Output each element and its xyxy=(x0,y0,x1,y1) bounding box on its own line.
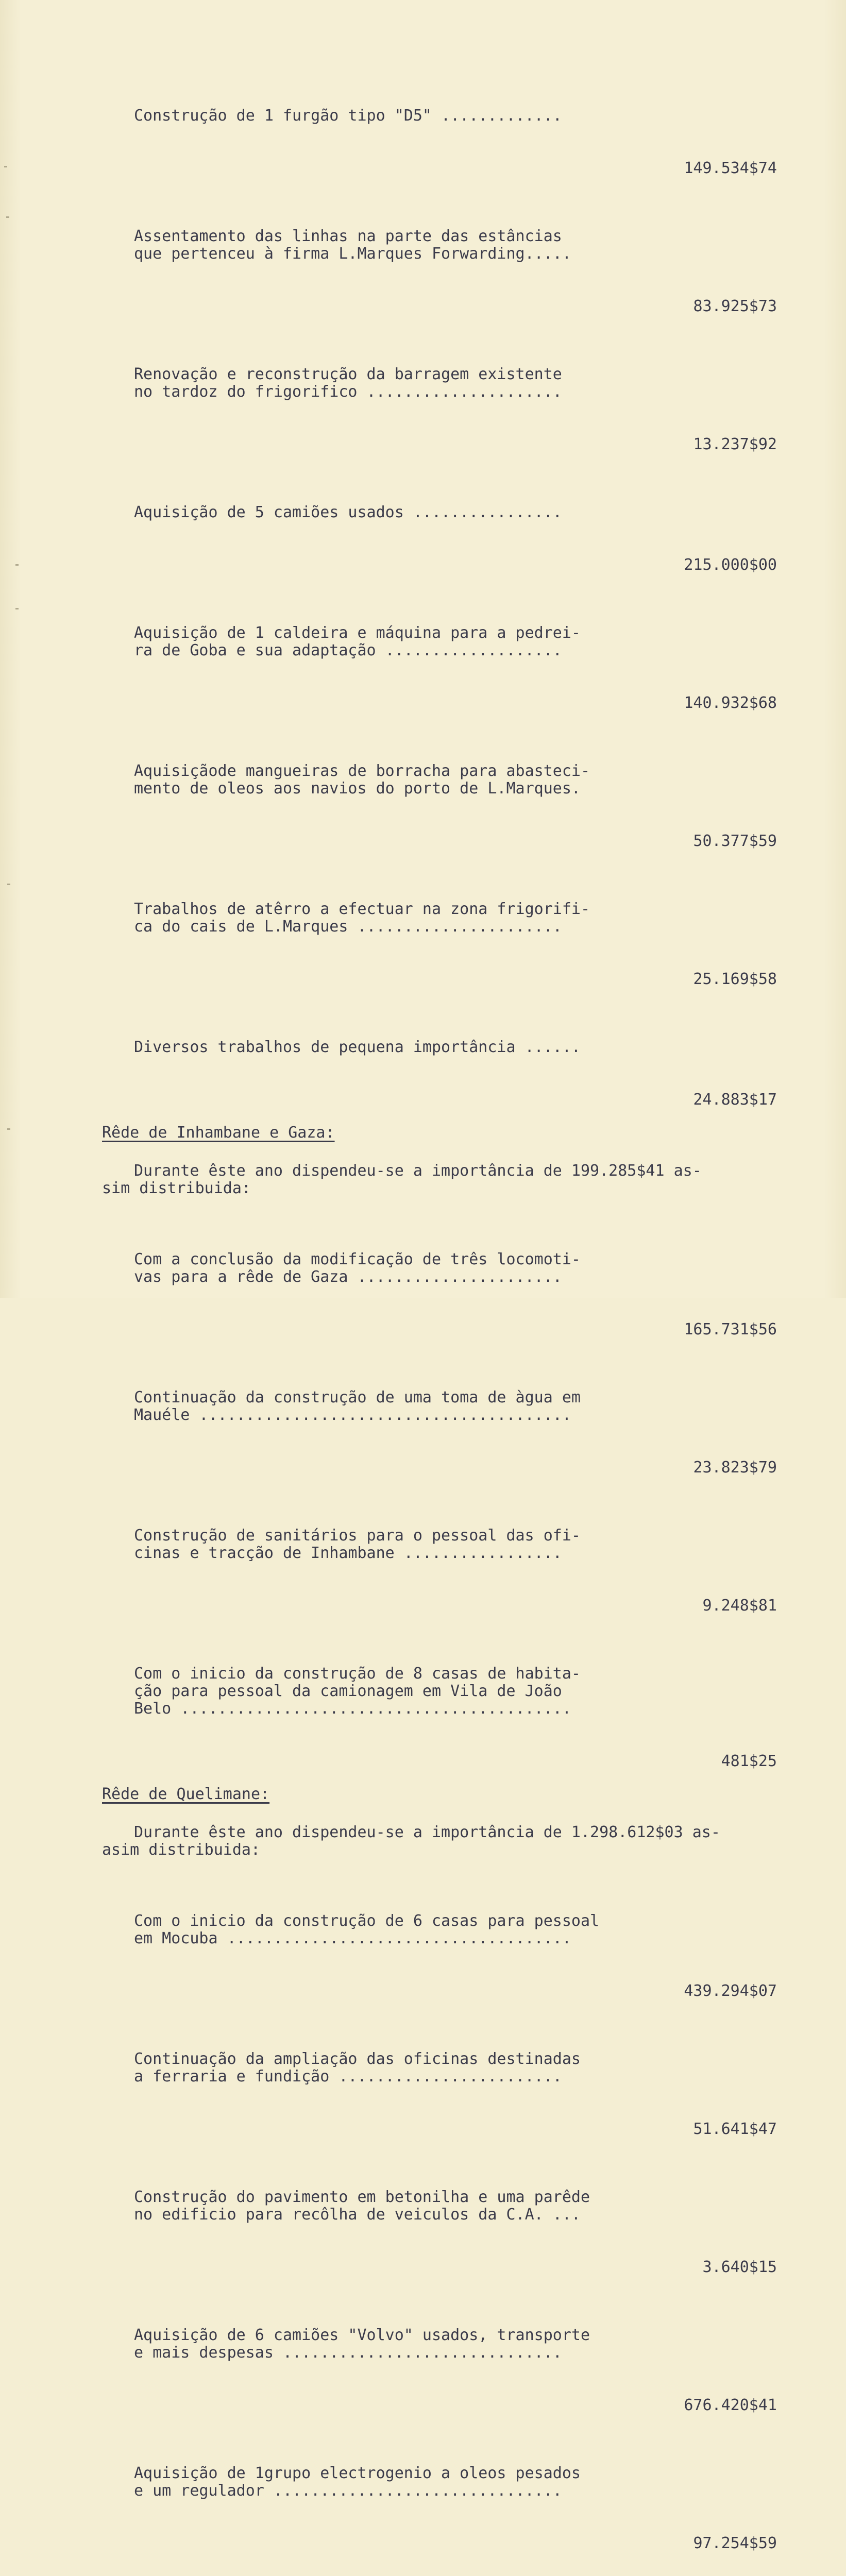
entry-text: Continuação da construção de uma toma de àgua em Mauéle ........................................ xyxy=(134,1388,581,1424)
entry xyxy=(102,1492,792,1615)
entry xyxy=(102,866,792,988)
entry-text: Assentamento das linhas na parte das estâncias que pertenceu à firma L.Marques Forwarding..... xyxy=(134,227,571,263)
margin-mark xyxy=(6,216,9,218)
entry xyxy=(102,2430,792,2552)
intro-line: asim distribuida: xyxy=(102,1841,261,1859)
entry xyxy=(102,1004,792,1109)
entry-amount: 97.254$59 xyxy=(693,2534,777,2552)
entry-text: Com a conclusão da modificação de três locomoti- vas para a rêde de Gaza ...................... xyxy=(134,1250,581,1286)
entry xyxy=(102,727,792,850)
entry-text: Construção de 1 furgão tipo "D5" ............. xyxy=(134,107,562,125)
entry xyxy=(102,589,792,712)
entry-amount: 676.420$41 xyxy=(684,2396,777,2414)
entry xyxy=(102,2568,792,2576)
section-intro xyxy=(102,1824,773,1859)
entry xyxy=(102,1630,792,1770)
entry-text: Construção de sanitários para o pessoal das ofi- cinas e tracção de Inhambane ................. xyxy=(134,1527,581,1562)
intro-line: sim distribuida: xyxy=(102,1179,251,1197)
entry-text: Construção do pavimento em betonilha e uma parêde no edificio para recôlha de veiculos da C.A. ... xyxy=(134,2188,590,2224)
section-lourenco-marques xyxy=(102,72,792,1109)
margin-mark xyxy=(15,608,19,609)
margin-mark xyxy=(7,1128,10,1130)
entry-text: Com o inicio da construção de 8 casas de habita- ção para pessoal da camionagem em Vila de João Belo .......................................... xyxy=(134,1665,581,1718)
section-quelimane xyxy=(102,1786,792,2576)
entry-text: Aquisição de 1grupo electrogenio a oleos pesados e um regulador ............................... xyxy=(134,2464,581,2500)
entry-text: Continuação da ampliação das oficinas destinadas a ferraria e fundição ........................ xyxy=(134,2050,581,2086)
entry-amount: 24.883$17 xyxy=(693,1091,777,1109)
entry xyxy=(102,469,792,574)
margin-mark xyxy=(7,884,10,885)
entry-amount: 481$25 xyxy=(721,1752,777,1770)
margin-mark xyxy=(15,564,19,566)
entry xyxy=(102,2154,792,2276)
entry-text: Aquisição de 6 camiões "Volvo" usados, transporte e mais despesas .............................. xyxy=(134,2326,590,2362)
entry-text: Diversos trabalhos de pequena importância ...... xyxy=(134,1038,581,1056)
entry-text: Trabalhos de atêrro a efectuar na zona frigorifi- ca do cais de L.Marques ...................... xyxy=(134,900,590,936)
entry xyxy=(102,2015,792,2138)
section-inhambane-gaza xyxy=(102,1124,792,1770)
entry-amount: 51.641$47 xyxy=(693,2120,777,2138)
entry xyxy=(102,1216,792,1338)
entry-amount: 50.377$59 xyxy=(693,832,777,850)
entry xyxy=(102,2292,792,2414)
intro-line: Durante êste ano dispendeu-se a importância de 199.285$41 as- xyxy=(134,1162,702,1180)
section-intro xyxy=(102,1162,773,1197)
section-heading: Rêde de Inhambane e Gaza: xyxy=(102,1124,335,1142)
entry-amount: 3.640$15 xyxy=(702,2258,777,2276)
entry-amount: 13.237$92 xyxy=(693,435,777,453)
entry-text: Aquisição de 1 caldeira e máquina para a pedrei- ra de Goba e sua adaptação ................... xyxy=(134,624,581,659)
entry-text: Renovação e reconstrução da barragem existente no tardoz do frigorifico ..................... xyxy=(134,365,562,401)
entry-amount: 83.925$73 xyxy=(693,297,777,315)
entry-amount: 215.000$00 xyxy=(684,556,777,574)
intro-line: Durante êste ano dispendeu-se a importância de 1.298.612$03 as- xyxy=(134,1823,720,1841)
section-heading: Rêde de Quelimane: xyxy=(102,1785,270,1803)
entry-amount: 439.294$07 xyxy=(684,1982,777,2000)
entry xyxy=(102,1354,792,1477)
margin-mark xyxy=(4,166,7,167)
entry-text: Aquisição de 5 camiões usados ................ xyxy=(134,503,562,521)
entry-amount: 140.932$68 xyxy=(684,694,777,712)
entry xyxy=(102,72,792,177)
entry-amount: 25.169$58 xyxy=(693,970,777,988)
entry-text: Com o inicio da construção de 6 casas para pessoal em Mocuba ..................................... xyxy=(134,1912,600,1947)
entry xyxy=(102,331,792,453)
entry-amount: 149.534$74 xyxy=(684,159,777,177)
entry-amount: 9.248$81 xyxy=(702,1597,777,1615)
typed-sheet xyxy=(102,72,792,2576)
entry-amount: 23.823$79 xyxy=(693,1459,777,1477)
entry xyxy=(102,1877,792,2000)
entry-text: Aquisiçãode mangueiras de borracha para abasteci- mento de oleos aos navios do porto de L.Marques. xyxy=(134,762,590,798)
entry-amount: 165.731$56 xyxy=(684,1320,777,1338)
entry xyxy=(102,193,792,315)
